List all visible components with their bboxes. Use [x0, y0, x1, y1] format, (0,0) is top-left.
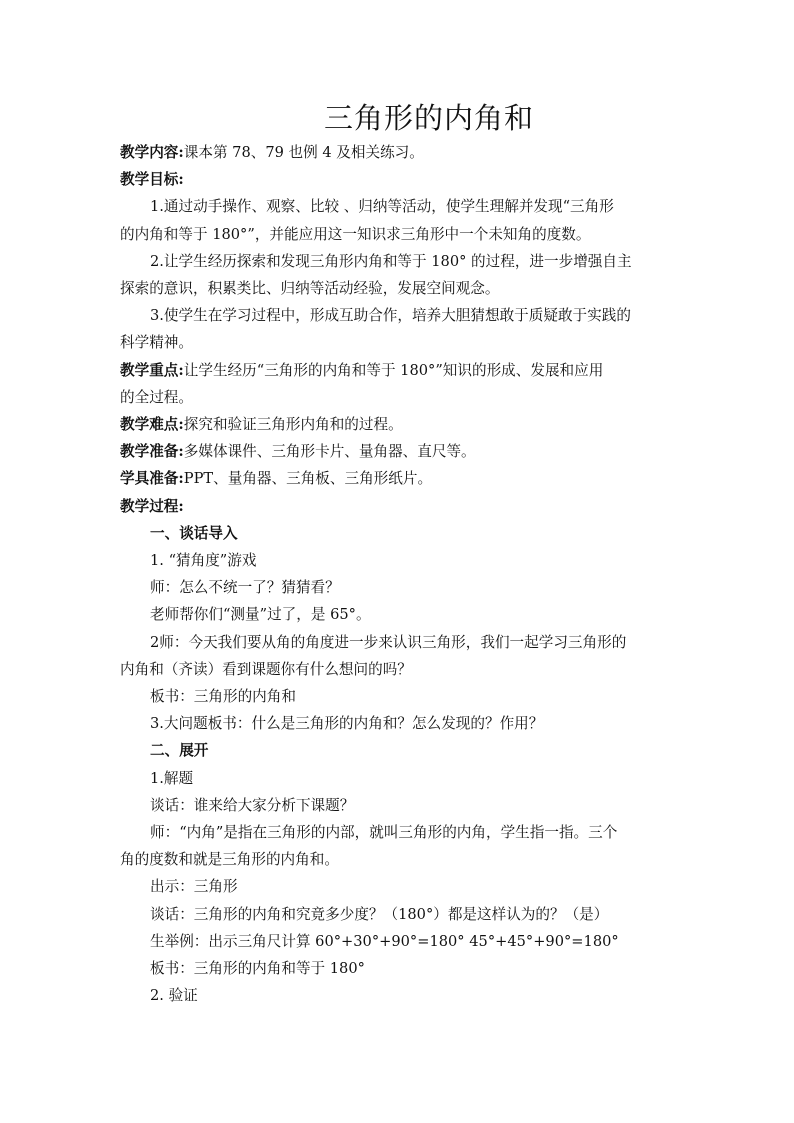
lesson-body: [120, 139, 680, 1010]
difficulty-text: 探究和验证三角形内角和的过程。: [183, 416, 403, 434]
teacher-prep-row: [120, 438, 680, 465]
content-label: 教学内容:: [120, 144, 184, 161]
process-label: 教学过程:: [120, 497, 184, 515]
key-point-text: 让学生经历“三角形的内角和等于 180°”知识的形成、发展和应用: [183, 361, 604, 379]
section-1-line-2: 师：怎么不统一了？猜猜看？: [150, 579, 340, 597]
teacher-prep-text: 多媒体课件、三角形卡片、量角器、直尺等。: [183, 443, 476, 461]
student-prep-text: PPT、量角器、三角板、三角形纸片。: [183, 470, 433, 488]
section-2-line-1: 1.解题: [150, 769, 194, 787]
section-1-line-4: 板书：三角形的内角和: [150, 688, 296, 706]
page-title: 三角形的内角和: [323, 101, 534, 135]
goals-label: 教学目标:: [120, 171, 184, 189]
teacher-prep-label: 教学准备:: [120, 443, 184, 461]
difficulty-row: [120, 411, 680, 438]
section-2-para-line-1: 师：“内角”是指在三角形的内部，就叫三角形的内角，学生指一指。三个: [150, 824, 618, 842]
goal-3-line-1: 3.使学生在学习过程中，形成互助合作，培养大胆猜想敢于质疑敢于实践的: [150, 307, 631, 325]
section-2-para-line-2: 角的度数和就是三角形的内角和。: [120, 851, 339, 869]
section-1-line-5: 3.大问题板书：什么是三角形的内角和？怎么发现的？作用？: [150, 715, 544, 733]
section-1-heading: 一、谈话导入: [150, 524, 238, 542]
key-point-row: [120, 357, 680, 384]
content-text: 课本第 78、79 也例 4 及相关练习。: [183, 144, 424, 161]
section-1-para-line-1: 2师：今天我们要从角的角度进一步来认识三角形，我们一起学习三角形的: [150, 633, 627, 651]
section-2-line-3: 出示：三角形: [150, 878, 238, 896]
key-point-label: 教学重点:: [120, 361, 184, 379]
section-1-line-1: 1. “猜角度”游戏: [150, 552, 257, 570]
goal-2-line-2: 探索的意识，积累类比、归纳等活动经验，发展空间观念。: [120, 280, 500, 298]
section-2-line-4: 谈话：三角形的内角和究竟多少度？（180°）都是这样认为的？（是）: [150, 905, 609, 923]
goal-1-line-2: 的内角和等于 180°”，并能应用这一知识求三角形中一个未知角的度数。: [120, 225, 591, 243]
section-2-line-6: 板书：三角形的内角和等于 180°: [150, 960, 365, 978]
section-2-line-2: 谈话：谁来给大家分析下课题？: [150, 796, 355, 814]
key-point-line-2: 的全过程。: [120, 388, 193, 406]
section-2-line-7: 2. 验证: [150, 987, 198, 1005]
content-row: [120, 139, 680, 166]
goal-1-line-1: 1.通过动手操作、观察、比较 、归纳等活动，使学生理解并发现“三角形: [150, 198, 614, 216]
student-prep-label: 学具准备:: [120, 470, 184, 488]
section-1-line-3: 老师帮你们“测量”过了，是 65°。: [150, 606, 371, 624]
goal-3-line-2: 科学精神。: [120, 334, 193, 352]
difficulty-label: 教学难点:: [120, 416, 184, 434]
section-2-heading: 二、展开: [150, 742, 209, 760]
section-1-para-line-2: 内角和（齐读）看到课题你有什么想问的吗？: [120, 660, 412, 678]
student-prep-row: [120, 465, 680, 492]
section-2-line-5: 生举例：出示三角尺计算 60°+30°+90°=180° 45°+45°+90°=180°: [150, 932, 619, 950]
goal-2-line-1: 2.让学生经历探索和发现三角形内角和等于 180° 的过程，进一步增强自主: [150, 252, 632, 270]
